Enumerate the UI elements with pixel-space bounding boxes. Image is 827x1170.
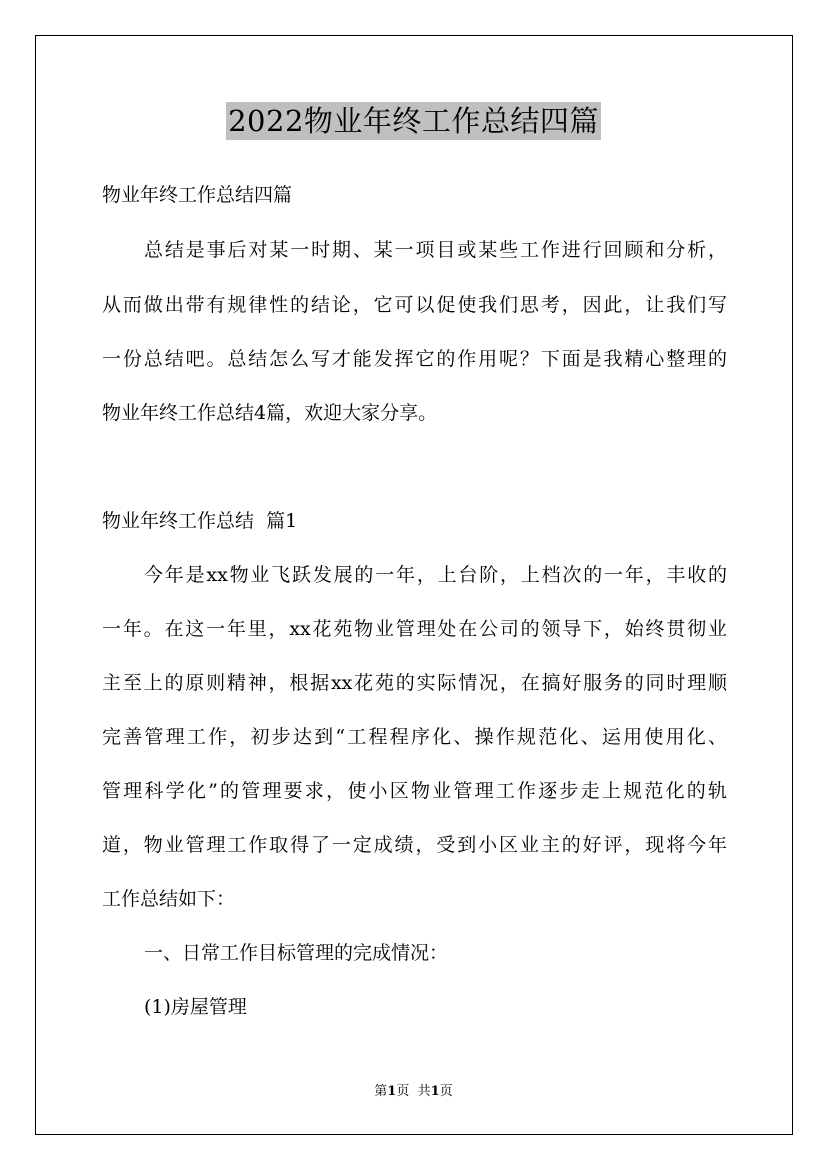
section-line: 一年。在这一年里，xx花苑物业管理处在公司的领导下，始终贯彻业 xyxy=(102,618,727,640)
section-line: 道，物业管理工作取得了一定成绩，受到小区业主的好评，现将今年 xyxy=(102,834,727,856)
intro-line: 总结是事后对某一时期、某一项目或某些工作进行回顾和分析， xyxy=(144,239,727,261)
section-line: 主至上的原则精神，根据xx花苑的实际情况，在搞好服务的同时理顺 xyxy=(102,672,727,694)
section-line: 今年是xx物业飞跃发展的一年，上台阶，上档次的一年，丰收的 xyxy=(144,564,727,586)
footer-total-label: 页 xyxy=(439,1084,453,1099)
sub-item-heading: (1)房屋管理 xyxy=(144,996,247,1018)
page-footer xyxy=(0,1083,827,1101)
item-heading: 一、日常工作目标管理的完成情况： xyxy=(144,942,449,964)
intro-line: 物业年终工作总结4篇，欢迎大家分享。 xyxy=(102,402,438,424)
title-container xyxy=(0,102,827,140)
section-line: 管理科学化”的管理要求，使小区物业管理工作逐步走上规范化的轨 xyxy=(102,780,727,802)
section-line: 完善管理工作，初步达到“工程程序化、操作规范化、运用使用化、 xyxy=(102,726,727,748)
footer-page-current: 1 xyxy=(387,1084,397,1099)
section-heading: 物业年终工作总结 篇1 xyxy=(102,510,298,532)
document-title: 2022物业年终工作总结四篇 xyxy=(228,104,599,138)
intro-line: 从而做出带有规律性的结论，它可以促使我们思考，因此，让我们写 xyxy=(102,294,727,316)
section-line: 工作总结如下： xyxy=(102,888,236,910)
footer-prefix: 第 xyxy=(374,1084,388,1099)
intro-line: 一份总结吧。总结怎么写才能发挥它的作用呢？下面是我精心整理的 xyxy=(102,348,727,370)
document-subtitle: 物业年终工作总结四篇 xyxy=(102,184,293,206)
footer-total-prefix: 共 xyxy=(417,1084,431,1099)
footer-page-label: 页 xyxy=(396,1084,410,1099)
footer-page-total: 1 xyxy=(430,1084,440,1099)
